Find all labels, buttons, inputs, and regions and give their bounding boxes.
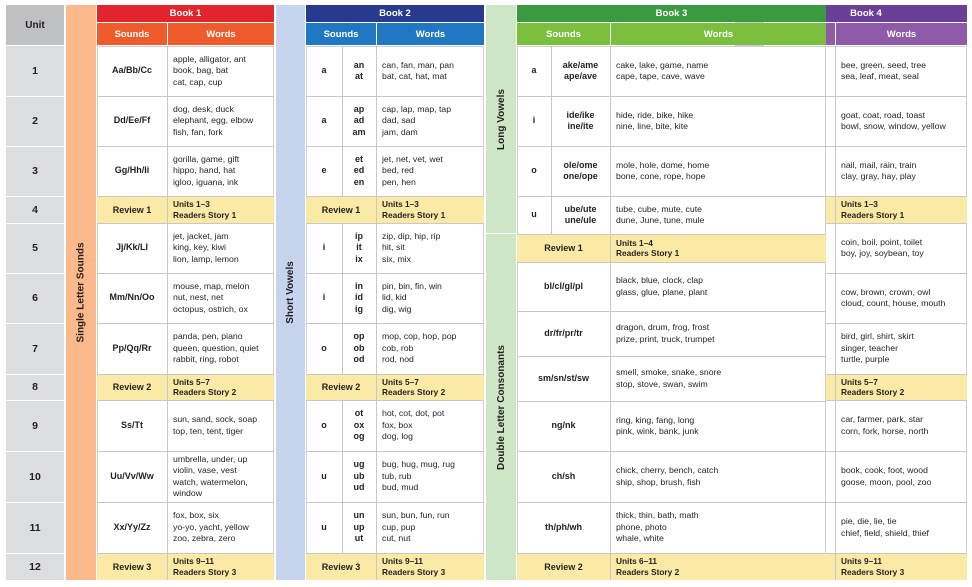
category-label: Single Letter Sounds [75,242,87,343]
row-divider [6,400,64,401]
word-list: book, cook, foot, wood goose, moon, pool, zoo [841,465,932,487]
word-list: panda, pen, piano queen, question, quiet rabbit, ring, robot [173,331,259,365]
book2-title: Book 2 [306,5,484,22]
unit-number: 6 [32,292,38,304]
unit-number: 7 [32,342,38,355]
word-list: apple, alligator, ant book, bag, bat cat, cap, cup [173,53,246,87]
word-list: mole, hole, dome, home bone, cone, rope, hope [616,159,710,181]
book1-category-band [66,5,96,580]
review-label: Review 1 [321,204,361,215]
sound-pattern: Xx/Yy/Zz [113,521,151,532]
word-list: tube, cube, mute, cute dune, June, tune, mule [616,203,705,225]
sound-pattern: ube/ute une/ule [564,203,597,225]
row-divider [6,374,64,375]
row-divider [6,96,64,97]
review-details: Units 6–11 Readers Story 2 [616,556,680,577]
vowel-label: a [321,115,327,126]
word-list: can, fan, man, pan bat, cat, hat, mat [382,59,454,81]
book3-category-band-double-consonants [486,233,516,580]
book1-title: Book 1 [97,5,274,22]
unit-number: 4 [32,203,38,216]
word-list: black, blue, clock, clap glass, glue, plane, plant [616,275,708,297]
review-label: Review 2 [321,382,361,392]
word-list: cow, brown, crown, owl cloud, count, house, mouth [841,286,946,308]
sound-pattern: Uu/Vv/Ww [110,470,154,481]
sounds-header: Sounds [517,23,610,45]
review-details: Units 5–7 Readers Story 2 [382,376,446,397]
row-divider [6,323,64,324]
word-list: fox, box, six yo-yo, yacht, yellow zoo, zebra, zero [173,510,249,544]
words-header: Words [611,23,826,45]
category-label: Double Letter Consonants [495,344,507,470]
review-details: Units 1–3 Readers Story 1 [173,199,237,220]
vowel-label: u [321,521,327,532]
review-details: Units 9–11 Readers Story 3 [173,556,237,577]
unit-number: 2 [32,115,38,127]
sound-pattern: ot ox og [353,408,365,442]
review-details: Units 1–3 Readers Story 1 [382,199,446,220]
word-list: cap, lap, map, tap dad, sad jam, dam [382,103,452,137]
word-list: gorilla, game, gift hippo, hand, hat igloo, iguana, ink [173,153,240,187]
words-header: Words [836,23,967,45]
word-list: cake, lake, game, name cape, tape, cave, wave [616,59,709,81]
word-list: zip, dip, hip, rip hit, sit six, mix [382,230,441,264]
review-details: Units 1–4 Readers Story 1 [616,237,680,258]
word-list: bird, girl, shirt, skirt singer, teacher turtle, purple [841,331,914,365]
word-list: bee, green, seed, tree sea, leaf, meat, seal [841,59,927,81]
vowel-label: a [321,65,327,76]
word-list: goat, coat, road, toast bowl, snow, window, yellow [841,109,946,131]
sounds-header: Sounds [306,23,376,45]
word-list: car, farmer, park, star corn, fork, horse, north [841,414,929,436]
row-divider [6,223,64,224]
sound-pattern: ip it ix [355,230,363,264]
vowel-label: o [531,165,537,176]
sound-pattern: an at [353,59,365,81]
review-details: Units 5–7 Readers Story 2 [841,376,905,397]
word-list: hot, cot, dot, pot fox, box dog, log [382,408,445,442]
vowel-label: o [321,342,327,353]
vowel-label: e [321,165,327,176]
sound-pattern: Gg/Hh/Ii [114,165,150,176]
unit-number: 9 [32,419,38,432]
row-divider [6,196,64,197]
word-list: pie, die, lie, tie chief, field, shield, thief [841,516,929,538]
vowel-label: i [322,242,326,253]
word-list: mouse, map, melon nut, nest, net octopus, ostrich, ox [173,280,250,314]
sound-pattern: ap ad am [352,103,366,137]
sound-pattern: dr/fr/pr/tr [544,327,583,338]
review-label: Review 1 [112,204,152,215]
sound-pattern: op ob od [353,331,365,365]
word-list: dragon, drum, frog, frost prize, print, truck, trumpet [616,322,715,344]
word-list: chick, cherry, bench, catch ship, shop, brush, fish [616,465,719,487]
sound-pattern: ch/sh [551,470,576,481]
row-divider [6,451,64,452]
sound-pattern: Ss/Tt [120,419,143,430]
row-divider [6,553,64,554]
words-header: Words [377,23,484,45]
sound-pattern: ide/ike ine/ite [566,109,595,131]
sound-pattern: Aa/Bb/Cc [111,65,152,76]
sound-pattern: in id ig [355,280,363,314]
review-details: Units 9–11 Readers Story 3 [382,556,446,577]
sound-pattern: ole/ome one/ope [563,159,598,181]
unit-number: 1 [32,65,38,77]
book4-title: Book 4 [765,5,967,22]
word-list: jet, net, vet, wet bed, red pen, hen [382,153,443,187]
category-label: Long Vowels [495,88,507,150]
review-details: Units 1–3 Readers Story 1 [841,199,905,220]
sound-pattern: un up ut [353,510,365,544]
word-list: thick, thin, bath, math phone, photo whale, white [616,510,699,544]
unit-number: 11 [29,521,41,534]
vowel-label: u [321,470,327,481]
sound-pattern: sm/sn/st/sw [537,372,590,383]
word-list: mop, cop, hop, pop cob, rob rod, nod [382,331,457,365]
review-details: Units 5–7 Readers Story 2 [173,376,237,397]
sounds-header: Sounds [97,23,167,45]
review-label: Review 3 [112,561,152,572]
unit-number: 12 [29,560,41,573]
row-divider [6,273,64,274]
sound-pattern: Dd/Ee/Ff [113,115,151,126]
row-divider [6,502,64,503]
words-header: Words [168,23,274,45]
review-label: Review 2 [112,382,152,392]
vowel-label: a [531,65,537,76]
word-list: sun, sand, sock, soap top, ten, tent, tiger [173,414,258,436]
book3-category-band-long-vowels [486,5,516,233]
review-label: Review 2 [544,561,583,572]
sound-pattern: Jj/Kk/Ll [115,242,148,253]
unit-number: 5 [32,242,38,254]
book2-category-band [276,5,305,580]
row-divider [6,146,64,147]
review-details: Units 9–11 Readers Story 3 [841,556,905,577]
category-label: Short Vowels [285,261,297,324]
word-list: dog, desk, duck elephant, egg, elbow fish, fan, fork [173,103,254,137]
sound-pattern: th/ph/wh [545,521,582,532]
vowel-label: i [322,292,326,303]
unit-number: 10 [29,470,41,483]
unit-number: 8 [32,381,38,393]
sound-pattern: ng/nk [551,420,576,431]
unit-number: 3 [32,165,38,177]
word-list: smell, smoke, snake, snore stop, stove, swan, swim [616,367,722,389]
sound-pattern: bl/cl/gl/pl [543,280,583,291]
word-list: hide, ride, bike, hike nine, line, bite, kite [616,109,694,131]
vowel-label: o [321,419,327,430]
word-list: coin, boil, point, toilet boy, joy, soybean, toy [841,236,924,258]
word-list: bug, hug, mug, rug tub, rub bud, mud [382,459,455,493]
word-list: umbrella, under, up violin, vase, vest watch, watermelon, window [173,453,248,498]
vowel-label: i [532,115,536,126]
unit-header: Unit [6,5,64,45]
word-list: sun, bun, fun, run cup, pup cut, nut [382,510,450,544]
sound-pattern: ake/ame ape/ave [562,59,599,81]
word-list: pin, bin, fin, win lid, kid dig, wig [382,280,442,314]
book3-title: Book 3 [517,5,826,22]
review-label: Review 3 [321,561,361,572]
review-label: Review 1 [544,243,583,253]
sound-pattern: Pp/Qq/Rr [112,342,152,353]
word-list: jet, jacket, jam king, key, kiwi lion, lamp, lemon [173,230,239,264]
sound-pattern: Mm/Nn/Oo [109,292,155,303]
word-list: ring, king, fang, long pink, wink, bank, junk [616,414,699,436]
sound-pattern: ug ub ud [353,459,365,493]
word-list: nail, mail, rain, train clay, gray, hay, play [841,159,917,181]
vowel-label: u [531,209,537,220]
sound-pattern: et ed en [353,153,365,187]
